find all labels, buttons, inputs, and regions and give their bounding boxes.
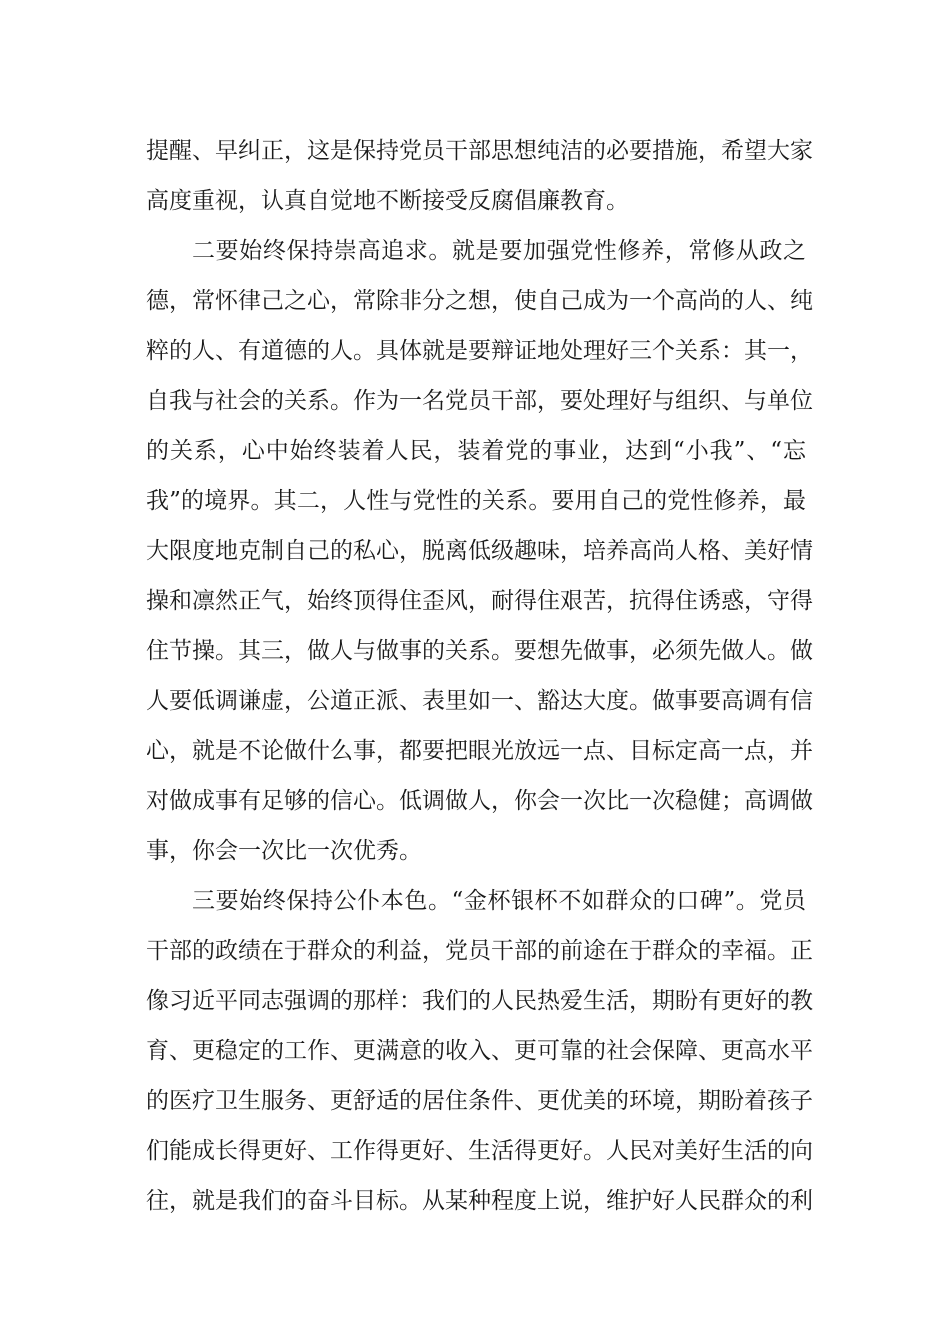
text-line: 事，你会一次比一次优秀。 <box>146 838 422 864</box>
paragraph-start-line: 三要始终保持公仆本色。“金杯银杯不如群众的口碑”。党员 <box>192 888 806 914</box>
text-line: 德，常怀律己之心，常除非分之想，使自己成为一个高尚的人、纯 <box>146 288 813 314</box>
text-line: 对做成事有足够的信心。低调做人，你会一次比一次稳健；高调做 <box>146 788 813 814</box>
text-line: 提醒、早纠正，这是保持党员干部思想纯洁的必要措施，希望大家 <box>146 138 813 164</box>
text-line: 育、更稳定的工作、更满意的收入、更可靠的社会保障、更高水平 <box>146 1038 813 1064</box>
text-line: 住节操。其三，做人与做事的关系。要想先做事，必须先做人。做 <box>146 638 813 664</box>
text-line: 我”的境界。其二，人性与党性的关系。要用自己的党性修养，最 <box>146 488 806 514</box>
text-line: 心，就是不论做什么事，都要把眼光放远一点、目标定高一点，并 <box>146 738 813 764</box>
text-line: 高度重视，认真自觉地不断接受反腐倡廉教育。 <box>146 188 629 214</box>
text-line: 操和凛然正气，始终顶得住歪风，耐得住艰苦，抗得住诱惑，守得 <box>146 588 813 614</box>
text-line: 干部的政绩在于群众的利益，党员干部的前途在于群众的幸福。正 <box>146 938 813 964</box>
paragraph-start-line: 二要始终保持崇高追求。就是要加强党性修养，常修从政之 <box>192 238 806 264</box>
text-line: 像习近平同志强调的那样：我们的人民热爱生活，期盼有更好的教 <box>146 988 813 1014</box>
text-line: 的关系，心中始终装着人民，装着党的事业，达到“小我”、“忘 <box>146 438 806 464</box>
text-line: 们能成长得更好、工作得更好、生活得更好。人民对美好生活的向 <box>146 1138 813 1164</box>
text-line: 粹的人、有道德的人。具体就是要辩证地处理好三个关系：其一， <box>146 338 813 364</box>
text-line: 往，就是我们的奋斗目标。从某种程度上说，维护好人民群众的利 <box>146 1188 813 1214</box>
text-line: 的医疗卫生服务、更舒适的居住条件、更优美的环境，期盼着孩子 <box>146 1088 813 1114</box>
text-line: 人要低调谦虚，公道正派、表里如一、豁达大度。做事要高调有信 <box>146 688 813 714</box>
text-line: 大限度地克制自己的私心，脱离低级趣味，培养高尚人格、美好情 <box>146 538 813 564</box>
text-line: 自我与社会的关系。作为一名党员干部，要处理好与组织、与单位 <box>146 388 813 414</box>
